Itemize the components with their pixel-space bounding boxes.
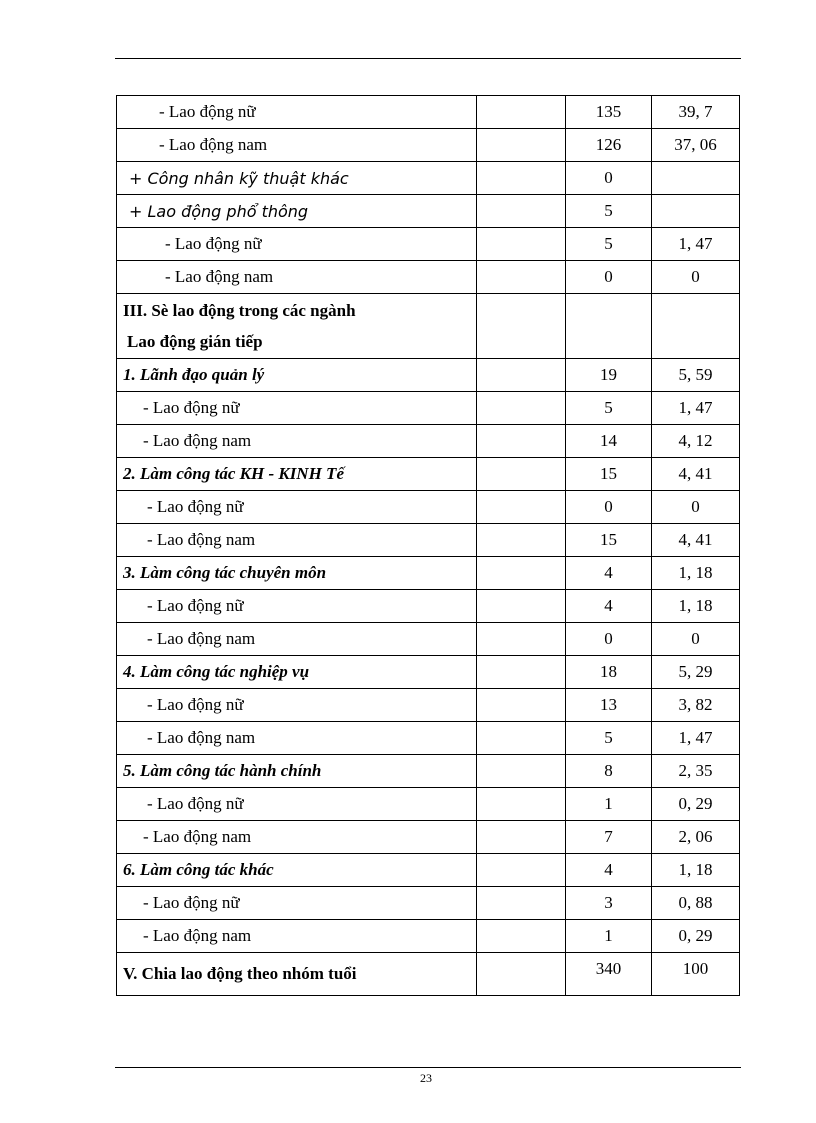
- empty-cell: [477, 524, 566, 557]
- percent-cell: 37, 06: [652, 129, 740, 162]
- count-cell: 15: [566, 458, 652, 491]
- row-label: - Lao động nữ: [117, 96, 477, 129]
- row-label: - Lao động nữ: [117, 392, 477, 425]
- count-cell: 0: [566, 491, 652, 524]
- row-label: - Lao động nữ: [117, 689, 477, 722]
- count-cell: 15: [566, 524, 652, 557]
- count-cell: 5: [566, 228, 652, 261]
- row-label: - Lao động nữ: [117, 228, 477, 261]
- count-cell: 18: [566, 656, 652, 689]
- page-number: 23: [420, 1071, 432, 1085]
- count-cell: 4: [566, 590, 652, 623]
- row-label: - Lao động nam: [117, 920, 477, 953]
- row-label: - Lao động nam: [117, 623, 477, 656]
- empty-cell: [477, 261, 566, 294]
- row-label: - Lao động nam: [117, 722, 477, 755]
- table-row: [117, 821, 740, 854]
- count-cell: 19: [566, 359, 652, 392]
- table-row: [117, 162, 740, 195]
- table-row: [117, 228, 740, 261]
- table-row: [117, 557, 740, 590]
- row-label: - Lao động nữ: [117, 590, 477, 623]
- empty-cell: [477, 755, 566, 788]
- count-cell: 0: [566, 162, 652, 195]
- percent-cell: 4, 41: [652, 524, 740, 557]
- count-cell: 4: [566, 854, 652, 887]
- empty-cell: [477, 689, 566, 722]
- footer-rule: [115, 1067, 741, 1068]
- section-title-line-2: Lao động gián tiếp: [127, 332, 263, 351]
- count-cell: 1: [566, 788, 652, 821]
- percent-cell: 5, 29: [652, 656, 740, 689]
- table-row: [117, 129, 740, 162]
- empty-cell: [477, 195, 566, 228]
- category-label: 3. Làm công tác chuyên môn: [117, 557, 477, 590]
- section-title-line-1: III. Sè lao động trong các ngành: [123, 301, 356, 320]
- count-cell: 0: [566, 261, 652, 294]
- table-row: [117, 623, 740, 656]
- header-rule: [115, 58, 741, 59]
- count-cell: 4: [566, 557, 652, 590]
- percent-cell: 0: [652, 623, 740, 656]
- section-total-row: [117, 953, 740, 996]
- count-cell: 5: [566, 195, 652, 228]
- count-cell: 14: [566, 425, 652, 458]
- percent-cell: [652, 294, 740, 359]
- empty-cell: [477, 162, 566, 195]
- percent-cell: 39, 7: [652, 96, 740, 129]
- empty-cell: [477, 854, 566, 887]
- empty-cell: [477, 623, 566, 656]
- percent-cell: 0: [652, 491, 740, 524]
- percent-cell: 1, 18: [652, 854, 740, 887]
- empty-cell: [477, 425, 566, 458]
- empty-cell: [477, 491, 566, 524]
- percent-cell: 1, 47: [652, 722, 740, 755]
- empty-cell: [477, 557, 566, 590]
- row-label: - Lao động nam: [117, 129, 477, 162]
- empty-cell: [477, 656, 566, 689]
- count-cell: 135: [566, 96, 652, 129]
- row-label: - Lao động nam: [117, 261, 477, 294]
- table-row: [117, 887, 740, 920]
- percent-cell: 0: [652, 261, 740, 294]
- percent-cell: 4, 12: [652, 425, 740, 458]
- percent-cell: 1, 47: [652, 228, 740, 261]
- count-cell: 0: [566, 623, 652, 656]
- percent-cell: 100: [652, 953, 740, 996]
- row-label: - Lao động nữ: [117, 788, 477, 821]
- percent-cell: 2, 35: [652, 755, 740, 788]
- count-cell: 7: [566, 821, 652, 854]
- row-label: + Lao động phổ thông: [117, 195, 477, 228]
- empty-cell: [477, 96, 566, 129]
- category-label: 2. Làm công tác KH - KINH Tế: [117, 458, 477, 491]
- percent-cell: 5, 59: [652, 359, 740, 392]
- count-cell: 1: [566, 920, 652, 953]
- row-label: - Lao động nam: [117, 524, 477, 557]
- percent-cell: 0, 88: [652, 887, 740, 920]
- table-row: [117, 261, 740, 294]
- empty-cell: [477, 228, 566, 261]
- category-label: 6. Làm công tác khác: [117, 854, 477, 887]
- count-cell: 8: [566, 755, 652, 788]
- table-row: [117, 788, 740, 821]
- section-header-row: [117, 294, 740, 359]
- table-row: [117, 920, 740, 953]
- count-cell: 5: [566, 392, 652, 425]
- table-row: [117, 656, 740, 689]
- percent-cell: 0, 29: [652, 920, 740, 953]
- percent-cell: 1, 47: [652, 392, 740, 425]
- count-cell: 3: [566, 887, 652, 920]
- empty-cell: [477, 920, 566, 953]
- row-label: - Lao động nam: [117, 821, 477, 854]
- percent-cell: [652, 162, 740, 195]
- percent-cell: 1, 18: [652, 590, 740, 623]
- table-row: [117, 359, 740, 392]
- table-row: [117, 491, 740, 524]
- empty-cell: [477, 294, 566, 359]
- table-row: [117, 96, 740, 129]
- percent-cell: [652, 195, 740, 228]
- empty-cell: [477, 392, 566, 425]
- percent-cell: 1, 18: [652, 557, 740, 590]
- section-title: [117, 294, 477, 359]
- row-label: - Lao động nữ: [117, 887, 477, 920]
- percent-cell: 2, 06: [652, 821, 740, 854]
- percent-cell: 3, 82: [652, 689, 740, 722]
- count-cell: [566, 294, 652, 359]
- table-row: [117, 524, 740, 557]
- category-label: 4. Làm công tác nghiệp vụ: [117, 656, 477, 689]
- table-row: [117, 392, 740, 425]
- percent-cell: 0, 29: [652, 788, 740, 821]
- table-row: [117, 590, 740, 623]
- section-title: V. Chia lao động theo nhóm tuổi: [117, 953, 477, 996]
- percent-cell: 4, 41: [652, 458, 740, 491]
- count-cell: 5: [566, 722, 652, 755]
- table-row: [117, 195, 740, 228]
- category-label: 1. Lãnh đạo quản lý: [117, 359, 477, 392]
- empty-cell: [477, 821, 566, 854]
- table-row: [117, 458, 740, 491]
- count-cell: 13: [566, 689, 652, 722]
- empty-cell: [477, 953, 566, 996]
- empty-cell: [477, 722, 566, 755]
- empty-cell: [477, 590, 566, 623]
- table-row: [117, 689, 740, 722]
- table-row: [117, 755, 740, 788]
- empty-cell: [477, 458, 566, 491]
- row-label: - Lao động nữ: [117, 491, 477, 524]
- empty-cell: [477, 359, 566, 392]
- table-row: [117, 854, 740, 887]
- empty-cell: [477, 129, 566, 162]
- table-row: [117, 722, 740, 755]
- labor-statistics-table: [116, 95, 740, 996]
- category-label: 5. Làm công tác hành chính: [117, 755, 477, 788]
- row-label: + Công nhân kỹ thuật khác: [117, 162, 477, 195]
- count-cell: 340: [566, 953, 652, 996]
- row-label: - Lao động nam: [117, 425, 477, 458]
- table-row: [117, 425, 740, 458]
- empty-cell: [477, 788, 566, 821]
- empty-cell: [477, 887, 566, 920]
- count-cell: 126: [566, 129, 652, 162]
